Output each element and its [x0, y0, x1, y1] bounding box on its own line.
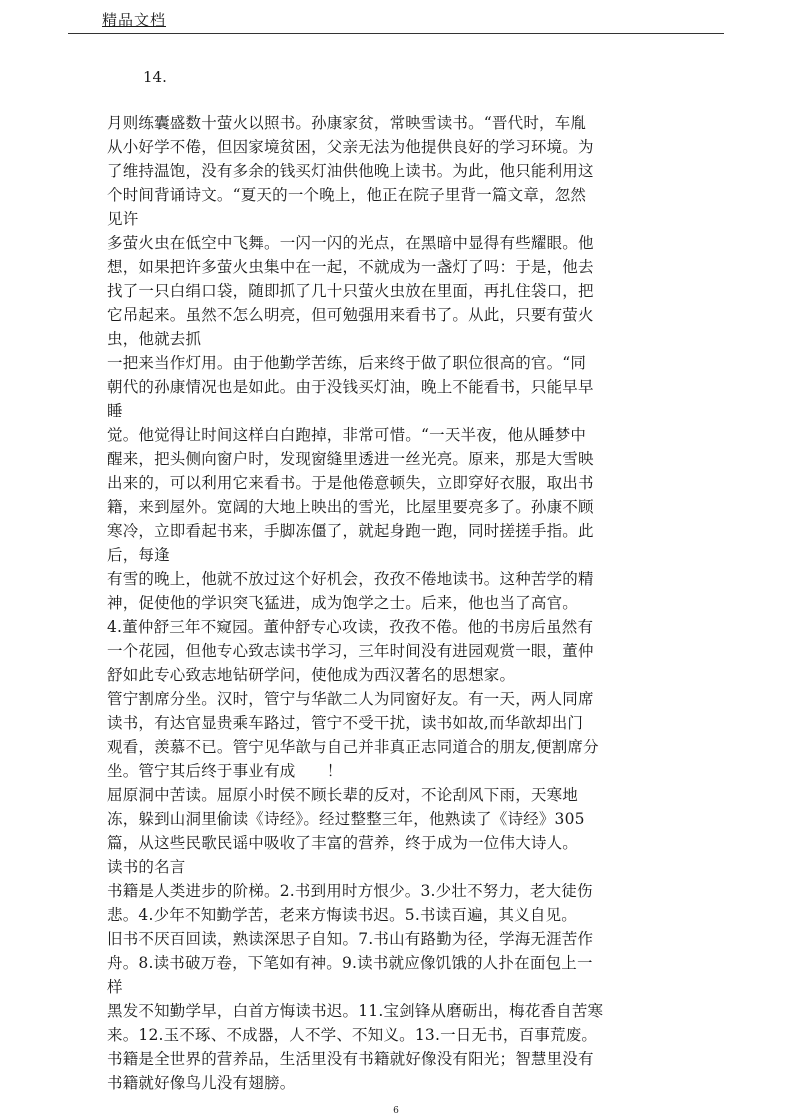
text-line: 屈原洞中苦读。屈原小时侯不顾长辈的反对，不论刮风下雨，天寒地: [107, 786, 579, 804]
text-line: 从小好学不倦，但因家境贫困，父亲无法为他提供良好的学习环境。为: [107, 138, 594, 156]
text-line: 坐。管宁其后终于事业有成 ！: [107, 762, 343, 780]
text-line: 读书，有达官显贵乘车路过，管宁不受干扰，读书如故,而华歆却出门: [107, 714, 584, 732]
text-line: 后，每逢: [107, 546, 170, 564]
text-line: 篇，从这些民歌民谣中吸收了丰富的营养，终于成为一位伟大诗人。: [107, 834, 579, 852]
header-title: 精品文档: [102, 11, 167, 29]
text-line: 觉。他觉得让时间这样白白跑掉，非常可惜。“一天半夜，他从睡梦中: [107, 426, 587, 444]
text-line: 一个花园，但他专心致志读书学习，三年时间没有进园观赏一眼，董仲: [107, 642, 594, 660]
page-header: [68, 0, 724, 34]
document-body: [107, 111, 647, 1095]
text-line: 来。12.玉不琢、不成器，人不学、不知义。13.一日无书，百事荒废。: [107, 1026, 598, 1044]
text-line: 找了一只白绢口袋，随即抓了几十只萤火虫放在里面，再扎住袋口，把: [107, 282, 594, 300]
text-line: 一把来当作灯用。由于他勤学苦练，后来终于做了职位很高的官。“同: [107, 354, 587, 372]
text-line: 旧书不厌百回读，熟读深思子自知。7.书山有路勤为径，学海无涯苦作: [107, 930, 594, 948]
text-line: 朝代的孙康情况也是如此。由于没钱买灯油，晚上不能看书，只能早早: [107, 378, 594, 396]
text-line: 舟。8.读书破万卷，下笔如有神。9.读书就应像饥饿的人扑在面包上一: [107, 954, 593, 972]
text-line: 想，如果把许多萤火虫集中在一起，不就成为一盏灯了吗：于是，他去: [107, 258, 594, 276]
text-line: 睡: [107, 402, 123, 420]
text-line: 悲。4.少年不知勤学苦，老来方悔读书迟。5.书读百遍，其义自见。: [107, 906, 577, 924]
section-number: 14.: [143, 68, 167, 86]
text-line: 神，促使他的学识突飞猛进，成为饱学之士。后来，他也当了高官。: [107, 594, 579, 612]
text-line: 有雪的晚上，他就不放过这个好机会，孜孜不倦地读书。这种苦学的精: [107, 570, 594, 588]
text-line: 籍，来到屋外。宽阔的大地上映出的雪光，比屋里要亮多了。孙康不顾: [107, 498, 594, 516]
text-line: 见许: [107, 210, 139, 228]
text-line: 冻，躲到山洞里偷读《诗经》。经过整整三年，他熟读了《诗经》305: [107, 810, 585, 828]
text-line: 黑发不知勤学早，白首方悔读书迟。11.宝剑锋从磨砺出，梅花香自苦寒: [107, 1002, 604, 1020]
text-line: 读书的名言: [107, 858, 186, 876]
text-line: 书籍就好像鸟儿没有翅膀。: [107, 1074, 296, 1092]
text-line: 个时间背诵诗文。“夏天的一个晚上，他正在院子里背一篇文章，忽然: [107, 186, 587, 204]
text-line: 管宁割席分坐。汉时，管宁与华歆二人为同窗好友。有一天，两人同席: [107, 690, 594, 708]
text-line: 寒冷，立即看起书来，手脚冻僵了，就起身跑一跑，同时搓搓手指。此: [107, 522, 594, 540]
text-line: 书籍是全世界的营养品，生活里没有书籍就好像没有阳光；智慧里没有: [107, 1050, 594, 1068]
text-line: 4.董仲舒三年不窥园。董仲舒专心攻读，孜孜不倦。他的书房后虽然有: [107, 618, 594, 636]
text-line: 它吊起来。虽然不怎么明亮，但可勉强用来看书了。从此，只要有萤火: [107, 306, 594, 324]
text-line: 书籍是人类进步的阶梯。2.书到用时方恨少。3.少壮不努力，老大徒伤: [107, 882, 593, 900]
text-line: 虫，他就去抓: [107, 330, 202, 348]
text-line: 了维持温饱，没有多余的钱买灯油供他晚上读书。为此，他只能利用这: [107, 162, 594, 180]
text-line: 样: [107, 978, 123, 996]
text-line: 月则练囊盛数十萤火以照书。孙康家贫，常映雪读书。“晋代时，车胤: [107, 114, 587, 132]
page-number: 6: [393, 1106, 399, 1116]
text-line: 舒如此专心致志地钻研学问，使他成为西汉著名的思想家。: [107, 666, 516, 684]
text-line: 多萤火虫在低空中飞舞。一闪一闪的光点，在黑暗中显得有些耀眼。他: [107, 234, 594, 252]
text-line: 出来的，可以利用它来看书。于是他倦意顿失，立即穿好衣服，取出书: [107, 474, 594, 492]
text-line: 观看，羡慕不已。管宁见华歆与自己并非真正志同道合的朋友,便割席分: [107, 738, 599, 756]
text-line: 醒来，把头侧向窗户时，发现窗缝里透进一丝光亮。原来，那是大雪映: [107, 450, 594, 468]
